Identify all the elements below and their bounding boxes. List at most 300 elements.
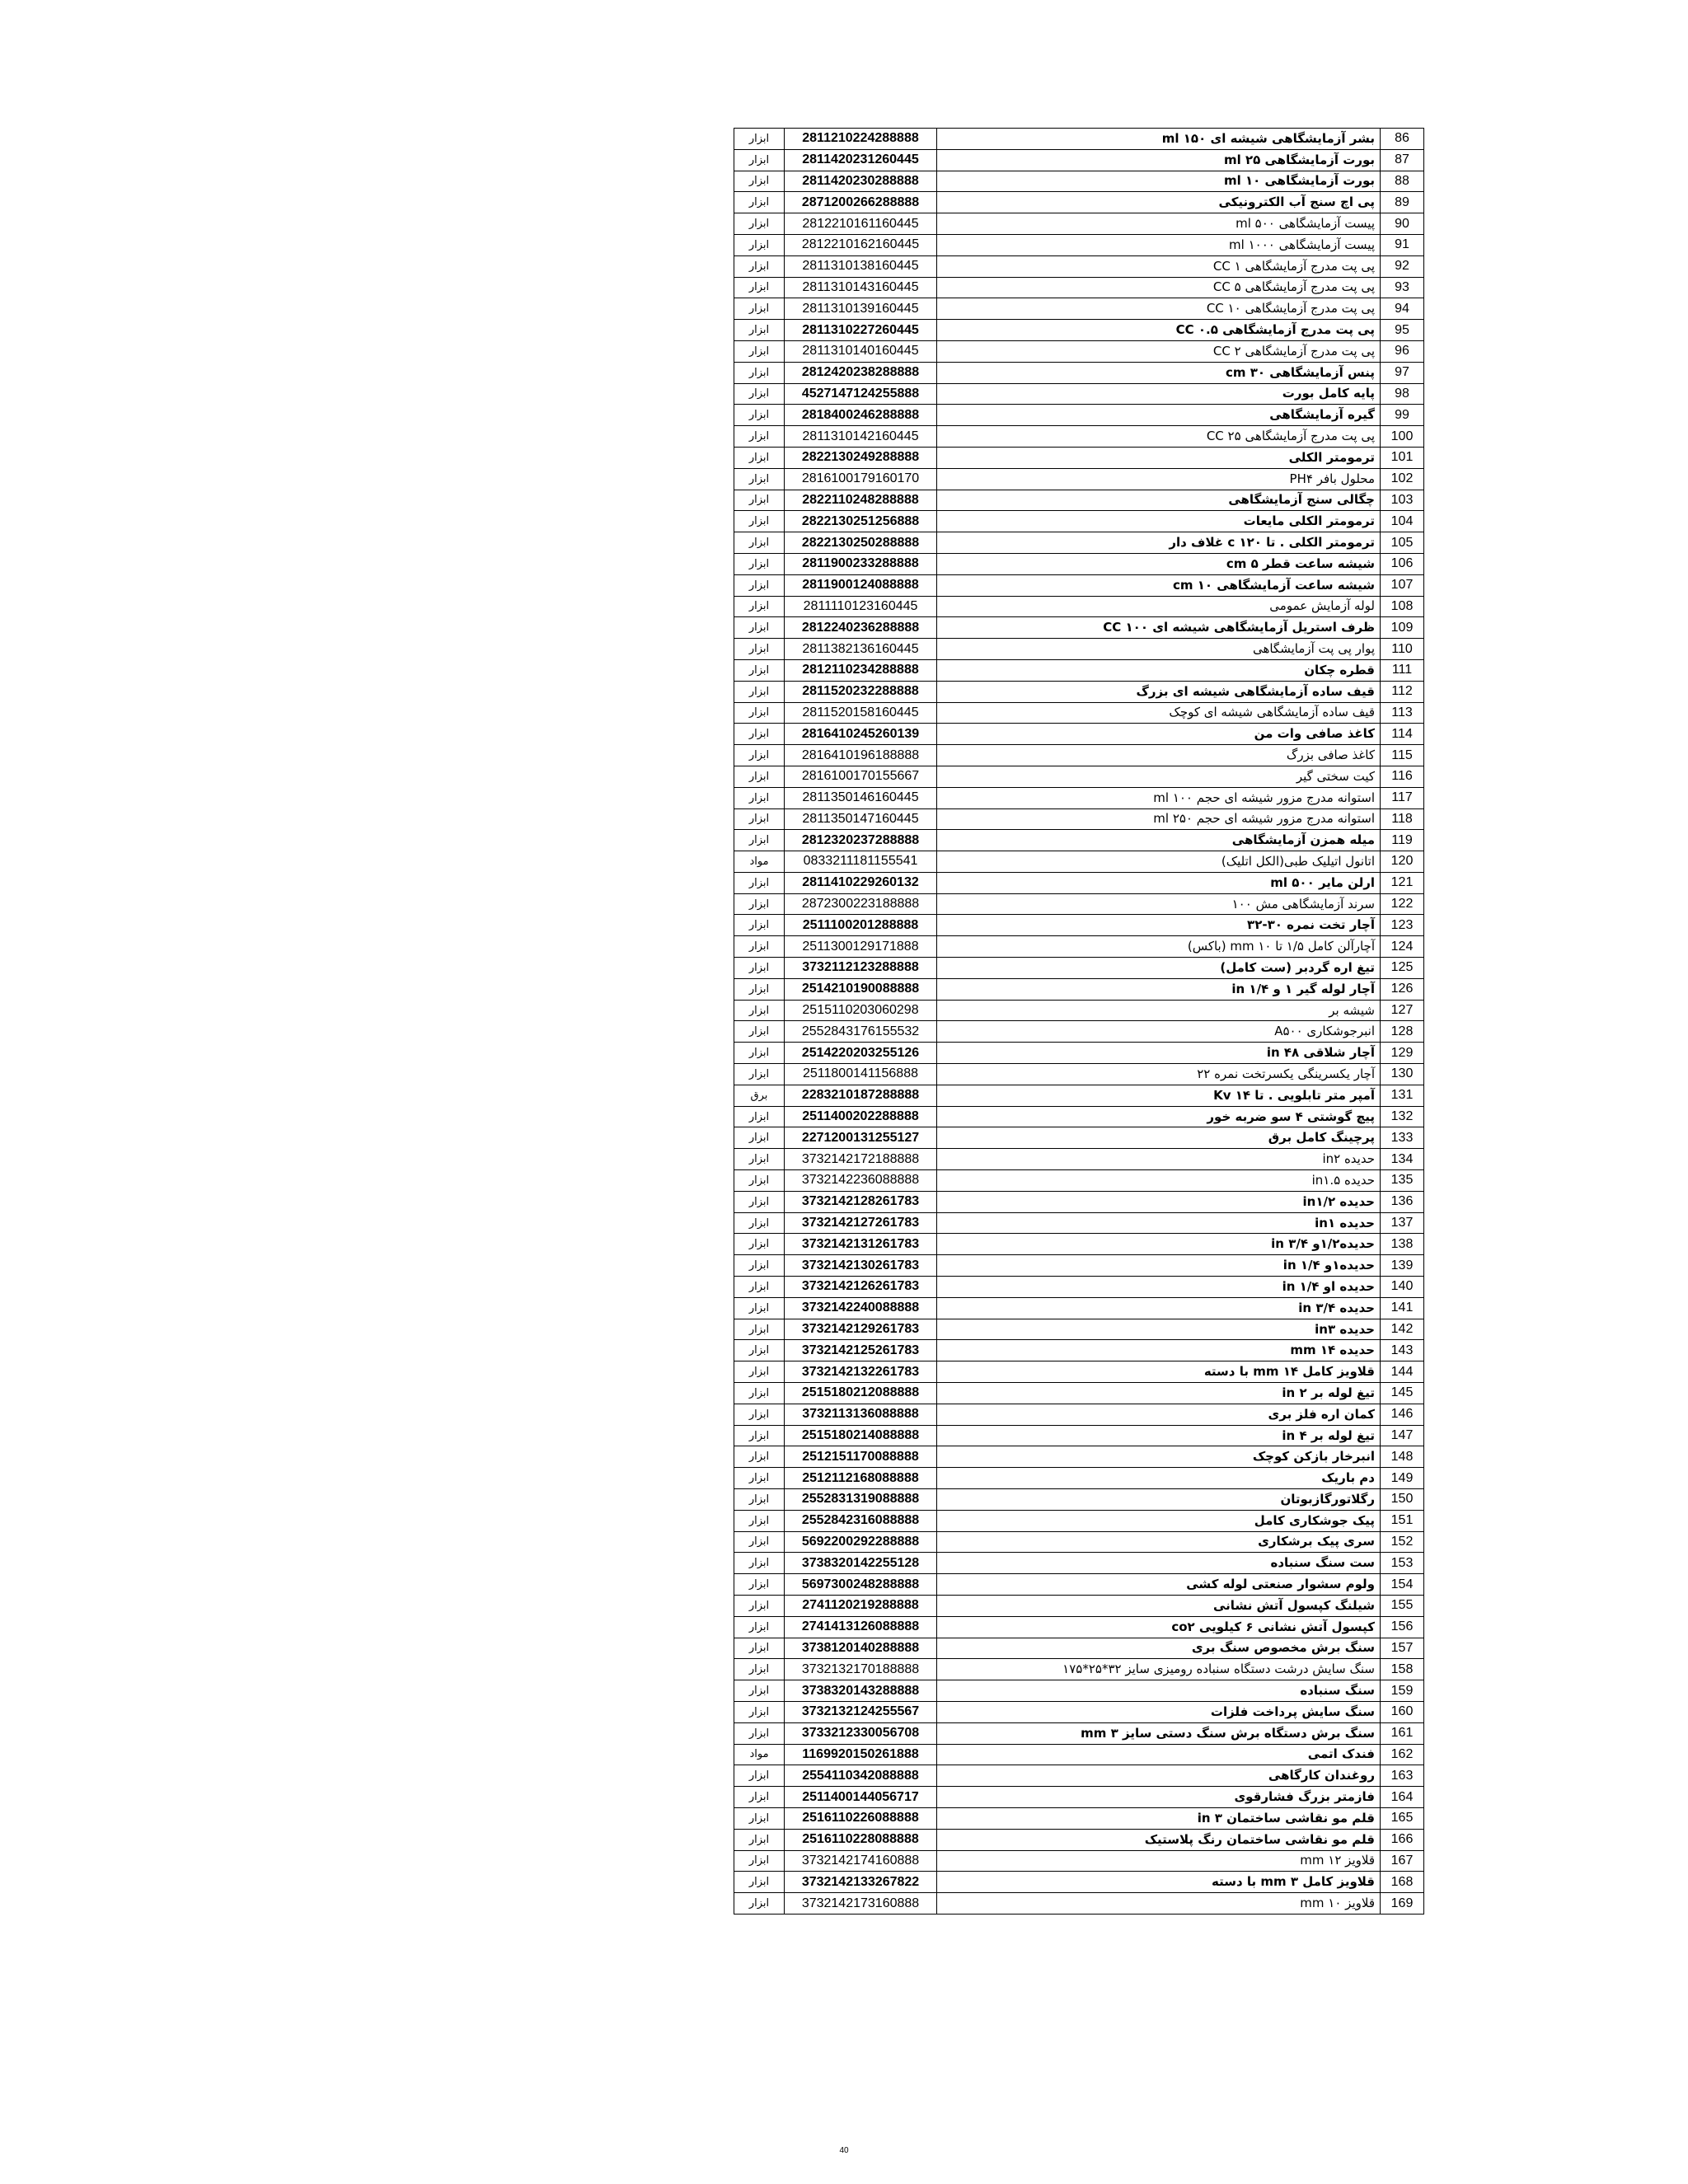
row-number-cell: 115 — [1381, 745, 1424, 766]
category-cell: ابزار — [734, 490, 785, 511]
item-name-cell: سنگ برش مخصوص سنگ بری — [937, 1638, 1381, 1659]
item-name-cell: فازمتر بزرگ فشارقوی — [937, 1787, 1381, 1808]
row-number-cell: 125 — [1381, 958, 1424, 979]
code-cell: 2554110342088888 — [785, 1765, 937, 1787]
category-cell: ابزار — [734, 1361, 785, 1383]
row-number-cell: 146 — [1381, 1404, 1424, 1425]
code-cell: 3732142173160888 — [785, 1893, 937, 1915]
code-cell: 2812110234288888 — [785, 659, 937, 681]
table-row — [734, 702, 1424, 724]
table-row — [734, 1787, 1424, 1808]
table-row — [734, 766, 1424, 787]
category-cell: ابزار — [734, 1893, 785, 1915]
table-row — [734, 617, 1424, 639]
table-row — [734, 1722, 1424, 1744]
row-number-cell: 126 — [1381, 978, 1424, 1000]
row-number-cell: 104 — [1381, 511, 1424, 532]
table-row — [734, 362, 1424, 383]
item-name-cell: ولوم سشوار صنعتی لوله کشی — [937, 1574, 1381, 1596]
category-cell: ابزار — [734, 426, 785, 448]
category-cell: ابزار — [734, 298, 785, 320]
row-number-cell: 156 — [1381, 1616, 1424, 1638]
item-name-cell: پی پت مدرج آزمایشگاهی ۱ CC — [937, 255, 1381, 277]
category-cell: ابزار — [734, 1489, 785, 1511]
item-name-cell: کاغذ صافی وات من — [937, 724, 1381, 745]
category-cell: ابزار — [734, 1191, 785, 1212]
item-name-cell: حدیده او ۱/۴ in — [937, 1277, 1381, 1298]
item-name-cell: قلاویز کامل ۱۴ mm با دسته — [937, 1361, 1381, 1383]
item-name-cell: کمان اره فلز بری — [937, 1404, 1381, 1425]
table-row — [734, 1170, 1424, 1192]
table-row — [734, 1680, 1424, 1702]
code-cell: 2812210162160445 — [785, 234, 937, 255]
code-cell: 2511400202288888 — [785, 1106, 937, 1127]
table-row — [734, 1616, 1424, 1638]
row-number-cell: 99 — [1381, 405, 1424, 426]
code-cell: 2811310139160445 — [785, 298, 937, 320]
row-number-cell: 121 — [1381, 872, 1424, 893]
item-name-cell: حدیده in۱.۵ — [937, 1170, 1381, 1192]
row-number-cell: 131 — [1381, 1085, 1424, 1106]
table-row — [734, 129, 1424, 150]
row-number-cell: 168 — [1381, 1872, 1424, 1893]
row-number-cell: 129 — [1381, 1043, 1424, 1064]
category-cell: ابزار — [734, 1701, 785, 1722]
item-name-cell: شیلنگ کپسول آتش نشانی — [937, 1595, 1381, 1616]
item-name-cell: پوار پی پت آزمایشگاهی — [937, 639, 1381, 660]
row-number-cell: 91 — [1381, 234, 1424, 255]
item-name-cell: آچارآلن کامل ۱/۵ تا ۱۰ mm (باکس) — [937, 936, 1381, 958]
category-cell: ابزار — [734, 1255, 785, 1277]
table-row — [734, 872, 1424, 893]
item-name-cell: ترمومتر الکلی . تا ۱۲۰ c غلاف دار — [937, 532, 1381, 554]
category-cell: ابزار — [734, 1872, 785, 1893]
category-cell: ابزار — [734, 1850, 785, 1872]
table-row — [734, 1064, 1424, 1085]
item-name-cell: بشر آزمایشگاهی شیشه ای ۱۵۰ ml — [937, 129, 1381, 150]
category-cell: ابزار — [734, 1659, 785, 1680]
item-name-cell: پیست آزمایشگاهی ۱۰۰۰ ml — [937, 234, 1381, 255]
code-cell: 2271200131255127 — [785, 1127, 937, 1149]
code-cell: 2811310227260445 — [785, 320, 937, 341]
item-name-cell: قطره چکان — [937, 659, 1381, 681]
code-cell: 2811310142160445 — [785, 426, 937, 448]
code-cell: 2511400144056717 — [785, 1787, 937, 1808]
category-cell: ابزار — [734, 1553, 785, 1574]
row-number-cell: 124 — [1381, 936, 1424, 958]
item-name-cell: کپسول آتش نشانی ۶ کیلویی co۲ — [937, 1616, 1381, 1638]
table-row — [734, 1106, 1424, 1127]
row-number-cell: 94 — [1381, 298, 1424, 320]
table-row — [734, 255, 1424, 277]
table-row — [734, 1553, 1424, 1574]
category-cell: ابزار — [734, 958, 785, 979]
row-number-cell: 109 — [1381, 617, 1424, 639]
category-cell: ابزار — [734, 362, 785, 383]
table-row — [734, 681, 1424, 702]
item-name-cell: ترمومتر الکلی مایعات — [937, 511, 1381, 532]
code-cell: 2512151170088888 — [785, 1446, 937, 1468]
code-cell: 3738120140288888 — [785, 1638, 937, 1659]
item-name-cell: قیف ساده آزمایشگاهی شیشه ای بزرگ — [937, 681, 1381, 702]
category-cell: ابزار — [734, 171, 785, 192]
code-cell: 2811900124088888 — [785, 574, 937, 596]
category-cell: ابزار — [734, 808, 785, 830]
category-cell: ابزار — [734, 1277, 785, 1298]
category-cell: ابزار — [734, 1319, 785, 1340]
code-cell: 2812210161160445 — [785, 213, 937, 235]
table-row — [734, 1297, 1424, 1319]
category-cell: مواد — [734, 851, 785, 873]
row-number-cell: 167 — [1381, 1850, 1424, 1872]
item-name-cell: حدیده ۳/۴ in — [937, 1297, 1381, 1319]
item-name-cell: فندک اتمی — [937, 1744, 1381, 1765]
code-cell: 3732142126261783 — [785, 1277, 937, 1298]
row-number-cell: 107 — [1381, 574, 1424, 596]
code-cell: 2812320237288888 — [785, 830, 937, 851]
code-cell: 2283210187288888 — [785, 1085, 937, 1106]
category-cell: ابزار — [734, 213, 785, 235]
table-row — [734, 426, 1424, 448]
item-name-cell: قلم مو نقاشی ساختمان ۳ in — [937, 1807, 1381, 1829]
table-row — [734, 511, 1424, 532]
table-row — [734, 1574, 1424, 1596]
item-name-cell: ترمومتر الکلی — [937, 447, 1381, 468]
code-cell: 2816100179160170 — [785, 468, 937, 490]
table-row — [734, 936, 1424, 958]
category-cell: ابزار — [734, 1765, 785, 1787]
category-cell: ابزار — [734, 1149, 785, 1170]
category-cell: ابزار — [734, 1595, 785, 1616]
item-name-cell: قلم مو نقاشی ساختمان رنگ پلاستیک — [937, 1829, 1381, 1850]
code-cell: 2511800141156888 — [785, 1064, 937, 1085]
category-cell: ابزار — [734, 724, 785, 745]
item-name-cell: سنگ سایش درشت دستگاه سنباده رومیزی سایز ۳۲*۲۵*۱۷۵ — [937, 1659, 1381, 1680]
item-name-cell: بورت آزمایشگاهی ۱۰ ml — [937, 171, 1381, 192]
table-row — [734, 1191, 1424, 1212]
row-number-cell: 164 — [1381, 1787, 1424, 1808]
row-number-cell: 108 — [1381, 596, 1424, 617]
code-cell: 2811420230288888 — [785, 171, 937, 192]
item-name-cell: محلول بافر PH۴ — [937, 468, 1381, 490]
code-cell: 5697300248288888 — [785, 1574, 937, 1596]
item-name-cell: حدیده in۱/۲ — [937, 1191, 1381, 1212]
item-name-cell: روغندان کارگاهی — [937, 1765, 1381, 1787]
item-name-cell: کیت سختی گیر — [937, 766, 1381, 787]
table-row — [734, 1850, 1424, 1872]
code-cell: 3732112123288888 — [785, 958, 937, 979]
code-cell: 2511100201288888 — [785, 915, 937, 936]
row-number-cell: 132 — [1381, 1106, 1424, 1127]
category-cell: ابزار — [734, 639, 785, 660]
category-cell: ابزار — [734, 936, 785, 958]
code-cell: 3732142133267822 — [785, 1872, 937, 1893]
code-cell: 3733212330056708 — [785, 1722, 937, 1744]
category-cell: ابزار — [734, 1616, 785, 1638]
table-row — [734, 958, 1424, 979]
code-cell: 3732142125261783 — [785, 1340, 937, 1361]
category-cell: ابزار — [734, 872, 785, 893]
item-name-cell: تیغ اره گردبر (ست کامل) — [937, 958, 1381, 979]
item-name-cell: قلاویز ۱۰ mm — [937, 1893, 1381, 1915]
item-name-cell: ظرف استریل آزمایشگاهی شیشه ای ۱۰۰ CC — [937, 617, 1381, 639]
table-row — [734, 340, 1424, 362]
row-number-cell: 136 — [1381, 1191, 1424, 1212]
table-row — [734, 596, 1424, 617]
category-cell: ابزار — [734, 320, 785, 341]
category-cell: ابزار — [734, 447, 785, 468]
category-cell: ابزار — [734, 1404, 785, 1425]
table-row — [734, 1531, 1424, 1553]
row-number-cell: 88 — [1381, 171, 1424, 192]
code-cell: 3738320142255128 — [785, 1553, 937, 1574]
row-number-cell: 135 — [1381, 1170, 1424, 1192]
item-name-cell: شیشه ساعت آزمایشگاهی ۱۰ cm — [937, 574, 1381, 596]
table-row — [734, 1255, 1424, 1277]
code-cell: 3732142130261783 — [785, 1255, 937, 1277]
row-number-cell: 134 — [1381, 1149, 1424, 1170]
code-cell: 2812240236288888 — [785, 617, 937, 639]
item-name-cell: پیست آزمایشگاهی ۵۰۰ ml — [937, 213, 1381, 235]
table-row — [734, 490, 1424, 511]
item-name-cell: بورت آزمایشگاهی ۲۵ ml — [937, 149, 1381, 171]
table-row — [734, 1277, 1424, 1298]
row-number-cell: 137 — [1381, 1212, 1424, 1234]
table-row — [734, 639, 1424, 660]
item-name-cell: حدیده۱/۲و ۳/۴ in — [937, 1234, 1381, 1255]
code-cell: 3732142236088888 — [785, 1170, 937, 1192]
item-name-cell: شیشه ساعت قطر ۵ cm — [937, 553, 1381, 574]
row-number-cell: 141 — [1381, 1297, 1424, 1319]
code-cell: 2514210190088888 — [785, 978, 937, 1000]
category-cell: ابزار — [734, 1021, 785, 1043]
table-row — [734, 468, 1424, 490]
table-row — [734, 574, 1424, 596]
row-number-cell: 161 — [1381, 1722, 1424, 1744]
code-cell: 2822130249288888 — [785, 447, 937, 468]
table-row — [734, 1000, 1424, 1021]
category-cell: ابزار — [734, 192, 785, 213]
category-cell: ابزار — [734, 277, 785, 298]
row-number-cell: 142 — [1381, 1319, 1424, 1340]
category-cell: ابزار — [734, 468, 785, 490]
category-cell: ابزار — [734, 1425, 785, 1446]
code-cell: 2515180212088888 — [785, 1383, 937, 1404]
row-number-cell: 151 — [1381, 1510, 1424, 1531]
row-number-cell: 127 — [1381, 1000, 1424, 1021]
item-name-cell: آمپر متر تابلویی . تا ۱۴ Kv — [937, 1085, 1381, 1106]
table-row — [734, 659, 1424, 681]
item-name-cell: کاغذ صافی بزرگ — [937, 745, 1381, 766]
table-row — [734, 192, 1424, 213]
row-number-cell: 110 — [1381, 639, 1424, 660]
code-cell: 2511300129171888 — [785, 936, 937, 958]
code-cell: 2822130251256888 — [785, 511, 937, 532]
row-number-cell: 101 — [1381, 447, 1424, 468]
category-cell: ابزار — [734, 1468, 785, 1489]
category-cell: ابزار — [734, 702, 785, 724]
code-cell: 3732142172188888 — [785, 1149, 937, 1170]
row-number-cell: 87 — [1381, 149, 1424, 171]
category-cell: ابزار — [734, 1297, 785, 1319]
category-cell: ابزار — [734, 532, 785, 554]
table-row — [734, 1744, 1424, 1765]
code-cell: 2516110228088888 — [785, 1829, 937, 1850]
row-number-cell: 123 — [1381, 915, 1424, 936]
row-number-cell: 105 — [1381, 532, 1424, 554]
code-cell: 3732132170188888 — [785, 1659, 937, 1680]
row-number-cell: 158 — [1381, 1659, 1424, 1680]
code-cell: 2515180214088888 — [785, 1425, 937, 1446]
code-cell: 1169920150261888 — [785, 1744, 937, 1765]
row-number-cell: 89 — [1381, 192, 1424, 213]
code-cell: 3732142240088888 — [785, 1297, 937, 1319]
code-cell: 4527147124255888 — [785, 383, 937, 405]
category-cell: ابزار — [734, 617, 785, 639]
row-number-cell: 90 — [1381, 213, 1424, 235]
row-number-cell: 149 — [1381, 1468, 1424, 1489]
table-row — [734, 171, 1424, 192]
row-number-cell: 150 — [1381, 1489, 1424, 1511]
row-number-cell: 95 — [1381, 320, 1424, 341]
table-row — [734, 1149, 1424, 1170]
row-number-cell: 133 — [1381, 1127, 1424, 1149]
code-cell: 2512112168088888 — [785, 1468, 937, 1489]
row-number-cell: 98 — [1381, 383, 1424, 405]
category-cell: ابزار — [734, 1043, 785, 1064]
category-cell: ابزار — [734, 234, 785, 255]
row-number-cell: 130 — [1381, 1064, 1424, 1085]
code-cell: 2811110123160445 — [785, 596, 937, 617]
code-cell: 2811520232288888 — [785, 681, 937, 702]
table-row — [734, 1446, 1424, 1468]
row-number-cell: 114 — [1381, 724, 1424, 745]
table-row — [734, 405, 1424, 426]
code-cell: 2811310143160445 — [785, 277, 937, 298]
table-row — [734, 1872, 1424, 1893]
category-cell: ابزار — [734, 1680, 785, 1702]
item-name-cell: پی پت مدرج آزمایشگاهی ۵ CC — [937, 277, 1381, 298]
category-cell: ابزار — [734, 1722, 785, 1744]
code-cell: 3732142132261783 — [785, 1361, 937, 1383]
item-name-cell: حدیده in۱ — [937, 1212, 1381, 1234]
category-cell: ابزار — [734, 1106, 785, 1127]
table-row — [734, 851, 1424, 873]
item-name-cell: چگالی سنج آزمایشگاهی — [937, 490, 1381, 511]
table-row — [734, 1319, 1424, 1340]
row-number-cell: 97 — [1381, 362, 1424, 383]
category-cell: ابزار — [734, 1064, 785, 1085]
item-name-cell: ست سنگ سنباده — [937, 1553, 1381, 1574]
item-name-cell: آچار لوله گیر ۱ و ۱/۴ in — [937, 978, 1381, 1000]
table-row — [734, 1043, 1424, 1064]
code-cell: 2816100170155667 — [785, 766, 937, 787]
table-row — [734, 724, 1424, 745]
row-number-cell: 100 — [1381, 426, 1424, 448]
row-number-cell: 103 — [1381, 490, 1424, 511]
code-cell: 3732142129261783 — [785, 1319, 937, 1340]
item-name-cell: پنس آزمایشگاهی ۳۰ cm — [937, 362, 1381, 383]
item-name-cell: تیغ لوله بر ۲ in — [937, 1383, 1381, 1404]
category-cell: ابزار — [734, 893, 785, 915]
row-number-cell: 118 — [1381, 808, 1424, 830]
item-name-cell: آچار شلاقی ۴۸ in — [937, 1043, 1381, 1064]
code-cell: 0833211181155541 — [785, 851, 937, 873]
items-table — [734, 128, 1424, 1915]
row-number-cell: 140 — [1381, 1277, 1424, 1298]
table-row — [734, 1212, 1424, 1234]
code-cell: 2811900233288888 — [785, 553, 937, 574]
code-cell: 2741120219288888 — [785, 1595, 937, 1616]
item-name-cell: ارلن مایر ۵۰۰ ml — [937, 872, 1381, 893]
item-name-cell: قیف ساده آزمایشگاهی شیشه ای کوچک — [937, 702, 1381, 724]
item-name-cell: آچار یکسرینگی یکسرتخت نمره ۲۲ — [937, 1064, 1381, 1085]
row-number-cell: 155 — [1381, 1595, 1424, 1616]
item-name-cell: دم باریک — [937, 1468, 1381, 1489]
item-name-cell: قلاویز کامل ۳ mm با دسته — [937, 1872, 1381, 1893]
category-cell: ابزار — [734, 129, 785, 150]
row-number-cell: 86 — [1381, 129, 1424, 150]
category-cell: ابزار — [734, 830, 785, 851]
row-number-cell: 148 — [1381, 1446, 1424, 1468]
category-cell: ابزار — [734, 978, 785, 1000]
table-row — [734, 383, 1424, 405]
category-cell: ابزار — [734, 659, 785, 681]
row-number-cell: 138 — [1381, 1234, 1424, 1255]
row-number-cell: 153 — [1381, 1553, 1424, 1574]
code-cell: 2811210224288888 — [785, 129, 937, 150]
table-row — [734, 1595, 1424, 1616]
table-row — [734, 1659, 1424, 1680]
table-row — [734, 915, 1424, 936]
category-cell: ابزار — [734, 745, 785, 766]
code-cell: 2515110203060298 — [785, 1000, 937, 1021]
row-number-cell: 160 — [1381, 1701, 1424, 1722]
code-cell: 2822110248288888 — [785, 490, 937, 511]
item-name-cell: میله همزن آزمایشگاهی — [937, 830, 1381, 851]
category-cell: ابزار — [734, 255, 785, 277]
row-number-cell: 120 — [1381, 851, 1424, 873]
category-cell: ابزار — [734, 1829, 785, 1850]
item-name-cell: رگلاتورگازبوتان — [937, 1489, 1381, 1511]
table-row — [734, 532, 1424, 554]
category-cell: ابزار — [734, 149, 785, 171]
code-cell: 2812420238288888 — [785, 362, 937, 383]
table-row — [734, 1425, 1424, 1446]
row-number-cell: 106 — [1381, 553, 1424, 574]
code-cell: 2552842316088888 — [785, 1510, 937, 1531]
category-cell: ابزار — [734, 1383, 785, 1404]
row-number-cell: 143 — [1381, 1340, 1424, 1361]
code-cell: 2872300223188888 — [785, 893, 937, 915]
category-cell: ابزار — [734, 1574, 785, 1596]
row-number-cell: 92 — [1381, 255, 1424, 277]
row-number-cell: 102 — [1381, 468, 1424, 490]
row-number-cell: 119 — [1381, 830, 1424, 851]
table-row — [734, 1361, 1424, 1383]
code-cell: 2811350146160445 — [785, 787, 937, 808]
item-name-cell: استوانه مدرج مزور شیشه ای حجم ۲۵۰ ml — [937, 808, 1381, 830]
item-name-cell: حدیده۱و ۱/۴ in — [937, 1255, 1381, 1277]
table-row — [734, 745, 1424, 766]
item-name-cell: سنگ سنباده — [937, 1680, 1381, 1702]
row-number-cell: 147 — [1381, 1425, 1424, 1446]
code-cell: 2741413126088888 — [785, 1616, 937, 1638]
code-cell: 2871200266288888 — [785, 192, 937, 213]
category-cell: ابزار — [734, 1807, 785, 1829]
table-row — [734, 808, 1424, 830]
table-row — [734, 1893, 1424, 1915]
